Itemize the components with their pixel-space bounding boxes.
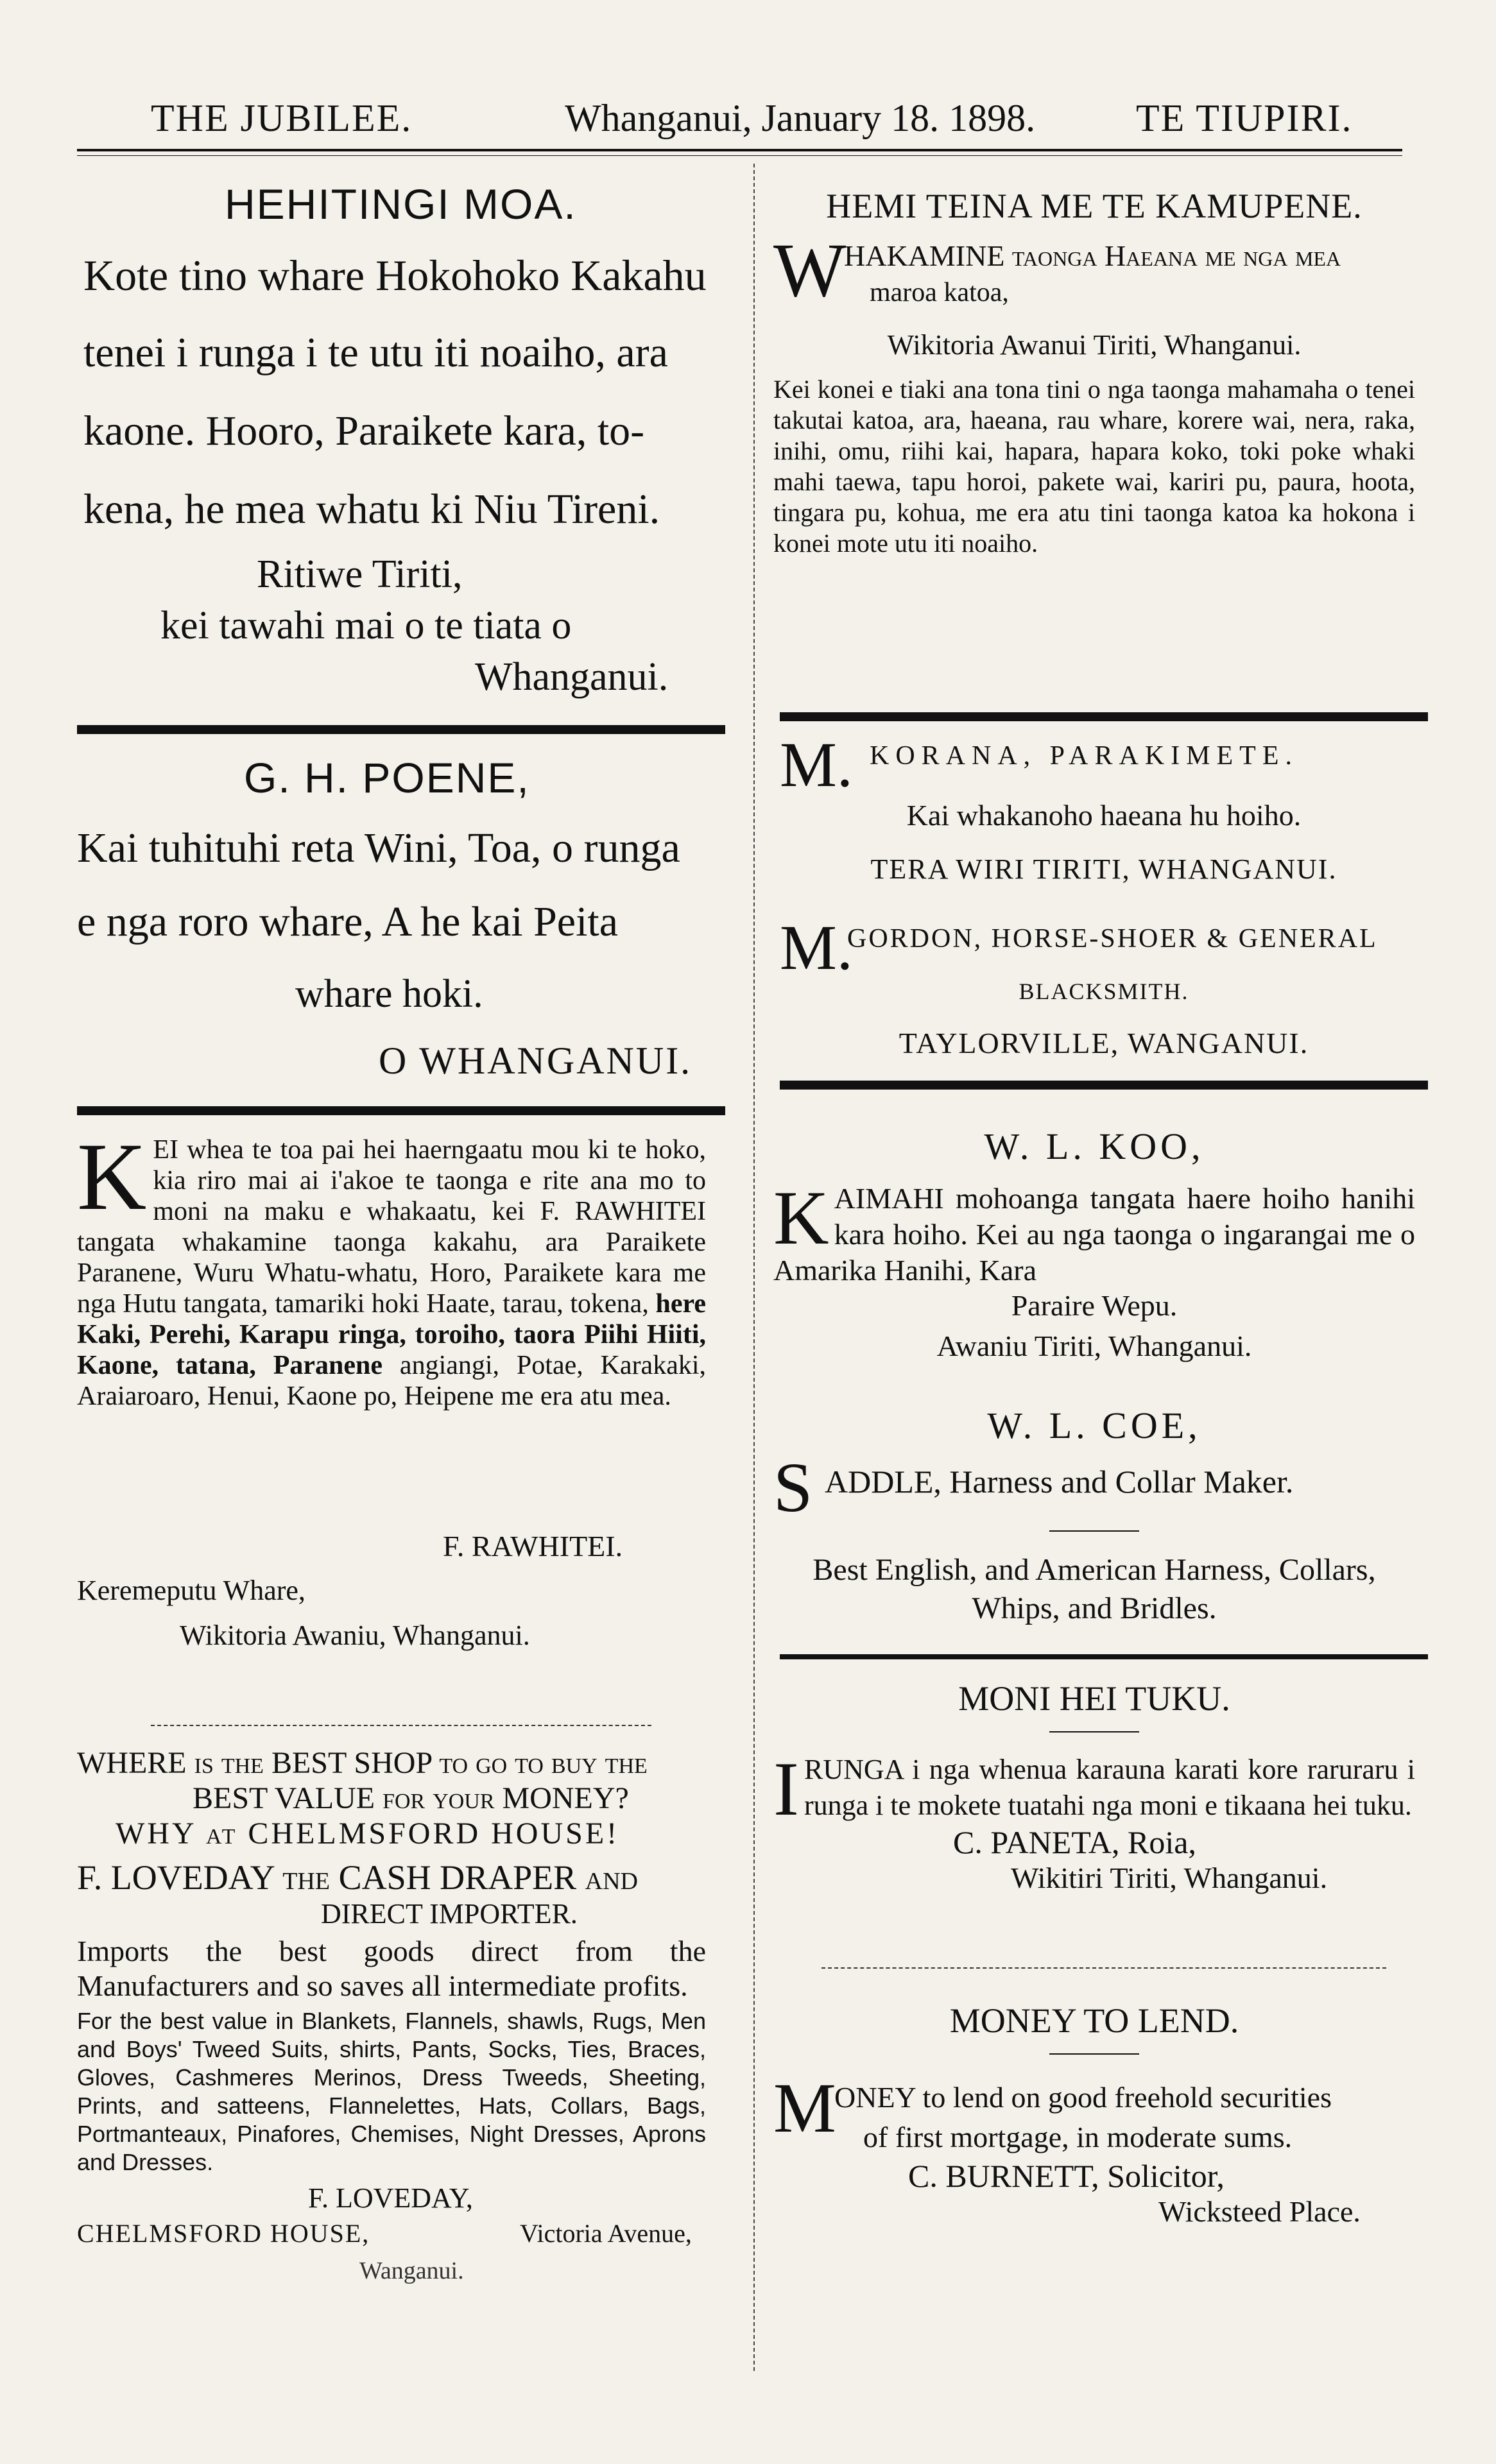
initial: M. (780, 729, 853, 800)
ad-body: Kei konei e tiaki ana tona tini o nga taonga mahamaha o tenei takutai katoa, ara, haeana, rau whare, korere wai, nera, raka, inihi, omu, riihi kai, hapara, hapara koko, toki poke whaki mahi taewa, tapu horoi, pakete wai, kariri pu, paura, hoota, tingara pu, kohua, me era atu tini taonga katoa ka hokona i konei mote utu iti noaiho. (773, 375, 1415, 558)
ad-signature: F. RAWHITEI. (443, 1530, 623, 1562)
ad-question: WHY at CHELMSFORD HOUSE! (116, 1817, 620, 1851)
ad-body-bold: here Kaki, Perehi, Karapu ringa, toroiho, taora Piihi Hiiti, Kaone, tatana, Paranene (77, 1289, 706, 1380)
ad-title: G. H. POENE, (244, 754, 530, 801)
ad-line: whare hoki. (295, 972, 483, 1016)
ad-signature: Wikitiri Tiriti, Whanganui. (1011, 1861, 1328, 1894)
ad-body: EI whea te toa pai hei haerngaatu mou ki te hoko, kia riro mai ai i'akoe te taonga e rite ana mo to moni na maku e whakaatu, kei F. RAWHITEI tangata whakamine taonga kakahu, ara Paraikete Paranene, Wuru Whatu-whatu, Horo, Paraikete kara me nga Hutu tangata, tamariki hoki Haate, tarau, tokena, (77, 1135, 706, 1319)
right-column (773, 167, 1434, 2251)
ad-line: of first mortgage, in moderate sums. (863, 2121, 1293, 2153)
ad-title: W. L. COE, (987, 1405, 1201, 1446)
ad-intro: Imports the best goods direct from the Manufacturers and so saves all intermediate profits. (77, 1935, 706, 2002)
ad-line: Paraire Wepu. (1011, 1289, 1178, 1322)
ad-question: WHERE is the BEST SHOP to go to buy the (77, 1746, 648, 1780)
drop-cap: W (773, 227, 847, 312)
ad-body: Best English, and American Harness, Collars, Whips, and Bridles. (812, 1553, 1376, 1625)
ad-gordon (773, 904, 1434, 1071)
ad-place: O WHANGANUI. (379, 1040, 692, 1082)
ad-question: BEST VALUE for your MONEY? (193, 1781, 629, 1815)
masthead (77, 96, 1399, 148)
ad-body: angiangi, Potae, Karakaki, Araiaroaro, Henui, Kaone po, Heipene me era atu mea. (77, 1351, 707, 1411)
section-rule (780, 1081, 1428, 1090)
drop-cap: S (773, 1448, 813, 1527)
ad-address: Victoria Avenue, (520, 2219, 692, 2248)
ad-name: DIRECT IMPORTER. (321, 1898, 578, 1929)
ad-title: KORANA, PARAKIMETE. (870, 741, 1298, 771)
ad-line: ADDLE, Harness and Collar Maker. (825, 1464, 1294, 1500)
ad-title: W. L. KOO, (984, 1125, 1205, 1167)
ad-address: kei tawahi mai o te tiata o (160, 604, 572, 647)
ad-poene (71, 734, 732, 1093)
ad-line: Kai whakanoho haeana hu hoiho. (906, 799, 1302, 832)
section-rule (77, 725, 725, 734)
ad-line: ONEY to lend on good freehold securities (834, 2081, 1332, 2114)
ad-title: MONI HEI TUKU. (958, 1679, 1230, 1718)
ad-signature: C. PANETA, Roia, (953, 1824, 1196, 1860)
ad-title: GORDON, HORSE-SHOER & GENERAL (847, 924, 1378, 954)
short-rule (1049, 1530, 1139, 1532)
left-column (71, 167, 732, 2464)
ad-korana (773, 721, 1434, 904)
ad-line: Kai tuhituhi reta Wini, Toa, o runga (77, 825, 680, 871)
ad-koo (773, 1090, 1434, 1378)
ad-title: HEMI TEINA ME TE KAMUPENE. (826, 187, 1363, 225)
ad-address: Wikitoria Awanui Tiriti, Whanganui. (887, 329, 1302, 361)
ad-coe (773, 1378, 1434, 1654)
ad-line: kaone. Hooro, Paraikete kara, to- (83, 407, 645, 454)
ad-money (773, 1969, 1434, 2251)
ad-name: F. LOVEDAY the CASH DRAPER and (77, 1858, 638, 1897)
ad-signature: F. LOVEDAY, (308, 2182, 473, 2214)
ad-signature: C. BURNETT, Solicitor, (908, 2158, 1225, 2194)
masthead-left: THE JUBILEE. (151, 97, 413, 139)
section-rule (780, 712, 1428, 721)
drop-cap: M (773, 2069, 836, 2147)
drop-cap: K (77, 1124, 147, 1230)
ad-line: maroa katoa, (870, 278, 1009, 307)
masthead-rule (77, 149, 1402, 156)
ad-address: Awaniu Tiriti, Whanganui. (936, 1330, 1252, 1362)
ad-hehitingi (71, 167, 732, 699)
ad-address: Ritiwe Tiriti, (257, 552, 463, 596)
masthead-date: Whanganui, January 18. 1898. (565, 97, 1036, 139)
masthead-right: TE TIUPIRI. (1136, 97, 1353, 139)
ad-address: TERA WIRI TIRITI, WHANGANUI. (870, 853, 1337, 885)
ad-moni (773, 1659, 1434, 1967)
drop-cap: I (773, 1746, 799, 1831)
ad-chelmsford (71, 1726, 732, 2464)
drop-cap: K (773, 1175, 829, 1260)
ad-address: Keremeputu Whare, (77, 1575, 305, 1606)
ad-hemi (773, 167, 1434, 706)
ad-line: e nga roro whare, A he kai Peita (77, 898, 619, 945)
ad-address: CHELMSFORD HOUSE, (77, 2219, 370, 2248)
ad-signature: Wicksteed Place. (1158, 2195, 1361, 2228)
ad-rawhitei (71, 1115, 732, 1699)
ad-city: Wanganui. (359, 2257, 464, 2284)
ad-line: kena, he mea whatu ki Niu Tireni. (83, 486, 660, 533)
ad-title: MONEY TO LEND. (949, 2001, 1239, 2040)
ad-title: HEHITINGI MOA. (225, 180, 577, 228)
ad-address: Wikitoria Awaniu, Whanganui. (180, 1620, 530, 1651)
ad-line: BLACKSMITH. (1019, 979, 1189, 1004)
ad-address: Whanganui. (475, 655, 669, 699)
ad-line: Kote tino whare Hokohoko Kakahu (83, 251, 707, 300)
short-rule (1049, 2053, 1139, 2055)
section-rule (77, 1106, 725, 1115)
initial: M. (780, 912, 853, 983)
ad-list: For the best value in Blankets, Flannels, shawls, Rugs, Men and Boys' Tweed Suits, shirts, Pants, Socks, Ties, Braces, Gloves, Cashmeres Merinos, Dress Tweeds, Sheeting, Prints, and satteens, Flannelettes, Hats, Collars, Bags, Portmanteaux, Pinafores, Chemises, Night Dresses, Aprons and Dresses. (77, 2008, 706, 2175)
ad-address: TAYLORVILLE, WANGANUI. (898, 1027, 1309, 1059)
short-rule (1049, 1731, 1139, 1733)
ad-body: AIMAHI mohoanga tangata haere hoiho hanihi kara hoiho. Kei au nga taonga o ingarangai me o Amarika Hanihi, Kara (773, 1182, 1415, 1287)
ad-line: tenei i runga i te utu iti noaiho, ara (83, 329, 668, 376)
column-divider (753, 164, 755, 2371)
section-rule (780, 1654, 1428, 1659)
ad-body: RUNGA i nga whenua karauna karati kore raruraru i runga i te mokete tuatahi nga moni e tikaana hei tuku. (804, 1754, 1415, 1821)
ad-line: HAKAMINE taonga Haeana me nga mea (844, 239, 1341, 272)
